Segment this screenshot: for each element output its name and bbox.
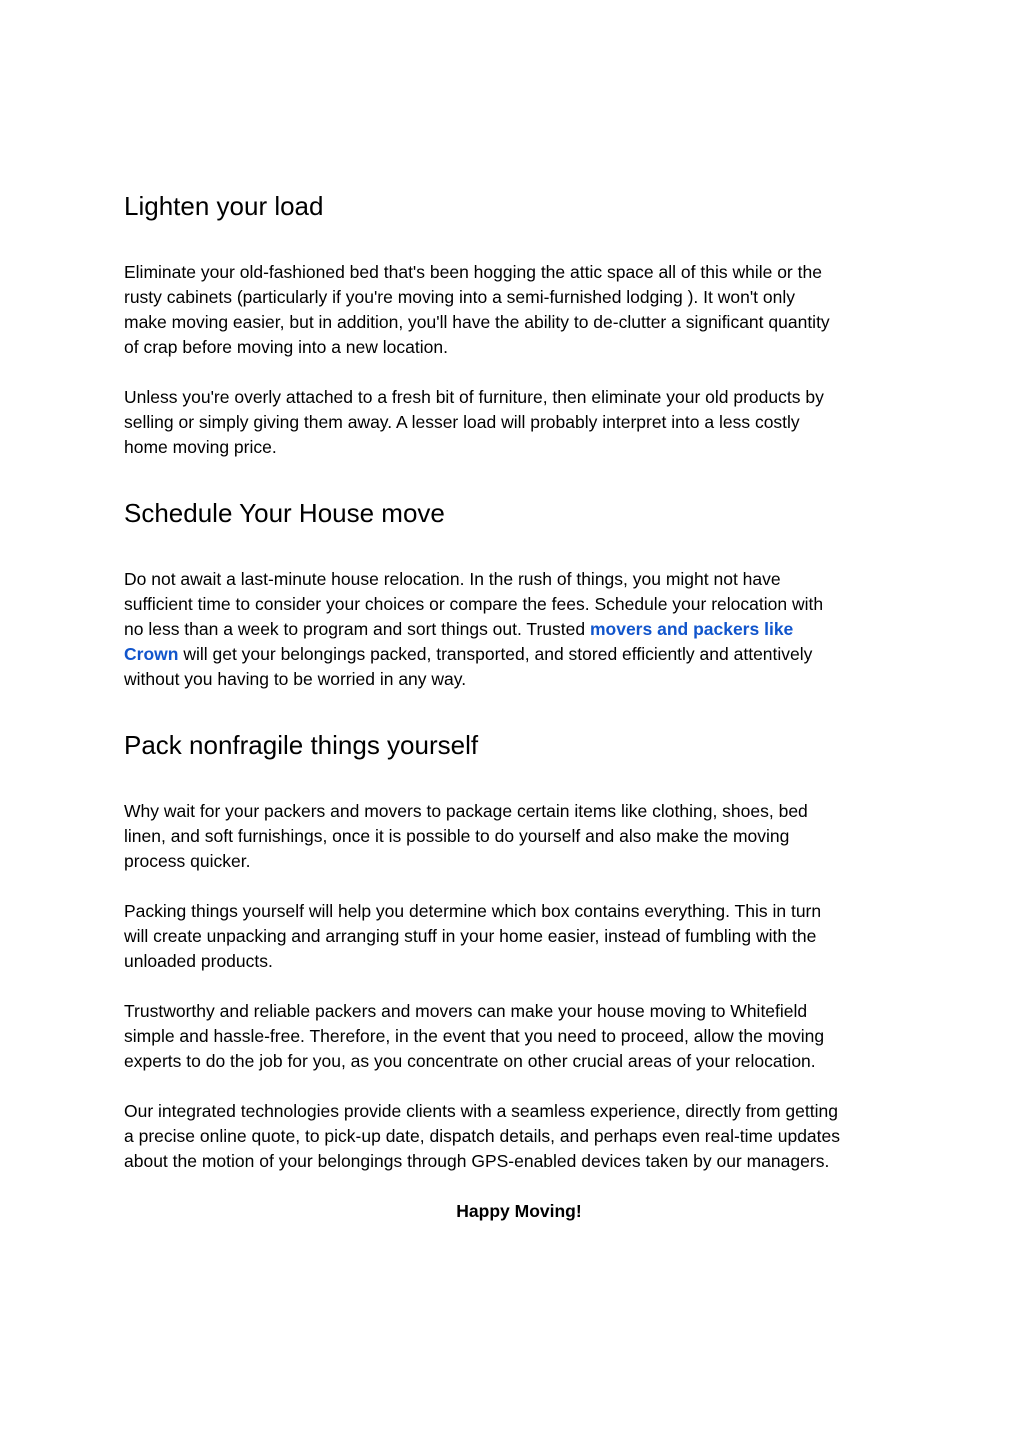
paragraph-schedule [124, 567, 914, 692]
paragraph-pack-4: Our integrated technologies provide clients with a seamless experience, directly from getting a precise online quote, to pick-up date, dispatch details, and perhaps even real-time updates about the motion of your belongings through GPS-enabled devices taken by our managers. [124, 1101, 841, 1171]
paragraph-schedule-text-after: will get your belongings packed, transported, and stored efficiently and attentively without you having to be worried in any way. [124, 644, 813, 689]
paragraph-lighten-2: Unless you're overly attached to a fresh bit of furniture, then eliminate your old products by selling or simply giving them away. A lesser load will probably interpret into a less costly home moving price. [124, 387, 824, 457]
paragraph-lighten-1: Eliminate your old-fashioned bed that's been hogging the attic space all of this while or the rusty cabinets (particularly if you're moving into a semi-furnished lodging ). It won't only make moving easier, but in addition, you'll have the ability to de-clutter a significant quantity of crap before moving into a new location. [124, 262, 830, 357]
section-heading-lighten-load: Lighten your load [124, 191, 324, 221]
paragraph-pack-1: Why wait for your packers and movers to package certain items like clothing, shoes, bed linen, and soft furnishings, once it is possible to do yourself and also make the moving process quicker. [124, 801, 808, 871]
section-heading-pack-nonfragile: Pack nonfragile things yourself [124, 730, 479, 760]
document-page [124, 186, 914, 1224]
paragraph-pack-3: Trustworthy and reliable packers and movers can make your house moving to Whitefield simple and hassle-free. Therefore, in the event that you need to proceed, allow the moving experts to do the job for you, as you concentrate on other crucial areas of your relocation. [124, 1001, 825, 1071]
closing-line: Happy Moving! [456, 1201, 582, 1221]
paragraph-schedule-text-before: Do not await a last-minute house relocation. In the rush of things, you might not have sufficient time to consider your choices or compare the fees. Schedule your relocation with no less than a week to program and sort things out. Trusted [124, 569, 824, 639]
movers-packers-link[interactable]: movers and packers like Crown [124, 619, 794, 664]
paragraph-pack-2: Packing things yourself will help you determine which box contains everything. This in turn will create unpacking and arranging stuff in your home easier, instead of fumbling with the unloaded products. [124, 901, 822, 971]
section-heading-schedule-move: Schedule Your House move [124, 498, 445, 528]
